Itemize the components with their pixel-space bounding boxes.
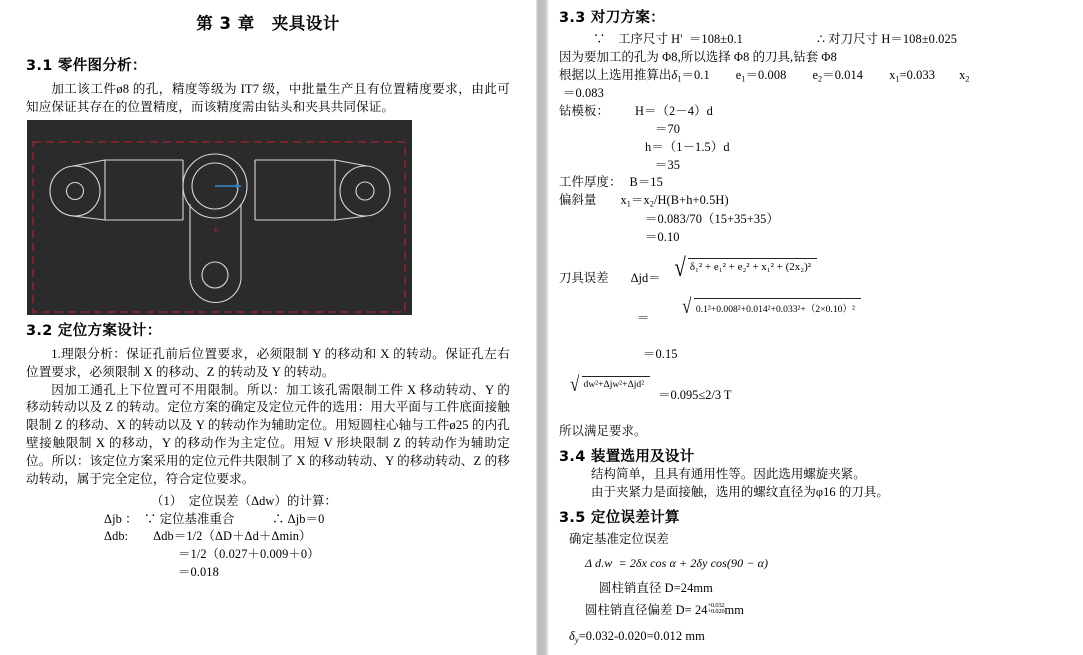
tool-error-result: ＝0.15 — [643, 347, 678, 362]
hole-diameter-line: 因为要加工的孔为 Φ8,所以选择 Φ8 的刀具,钻套 Φ8 — [559, 49, 837, 64]
section-heading-3-3: 3.3 对刀方案： — [559, 10, 665, 26]
x1-value: =0.033 — [899, 67, 936, 82]
total-error-radical — [569, 372, 650, 397]
skew-line-2: ＝0.083/70（15+35+35） — [645, 211, 779, 226]
delta-y-line — [559, 628, 1073, 646]
skew-line-3: ＝0.10 — [645, 229, 680, 244]
tool-error-equation-row — [559, 253, 1073, 286]
tool-error-label: 刀具误差 — [559, 271, 609, 286]
total-error-row — [559, 372, 1073, 403]
drill-plate-h: h＝（1－1.5）d — [645, 139, 730, 154]
x2-value-line: ＝0.083 — [563, 86, 604, 101]
radical-sign-icon-3: √ — [570, 372, 580, 397]
skew-x1-subscript: 1 — [626, 199, 631, 209]
e1-value: ＝0.008 — [745, 67, 787, 82]
sec35-subtitle: 确定基准定位误差 — [569, 531, 669, 546]
drill-plate-h-value: ＝35 — [655, 157, 681, 172]
process-dimension-line — [559, 31, 1073, 49]
paragraph-3-1-1: 加工该工件ø8 的孔，精度等级为 IT7 级，中批量生产且有位置精度要求，由此可知应保证其存在的位置精度，而该精度需由钻头和夹具共同保证。 — [26, 82, 510, 114]
locating-error-line-3: ＝1/2（0.027＋0.009＋0） — [178, 547, 320, 562]
delta1-symbol: δ — [671, 67, 678, 82]
section-heading-3-1: 3.1 零件图分析： — [26, 58, 147, 74]
pin-diameter-line: 圆柱销直径 D=24mm — [599, 580, 713, 595]
pin-deviation-line — [559, 602, 1073, 620]
page-separator — [536, 0, 549, 655]
sec34-line-1: 结构简单，且具有通用性等。因此选用螺旋夹紧。 — [591, 467, 866, 482]
e1-symbol: e — [735, 67, 742, 82]
radical-sign-icon-2: √ — [682, 294, 692, 319]
process-dimension-text: ∵ 工序尺寸 H' ＝108±0.1 — [593, 32, 743, 46]
delta1-subscript: 1 — [677, 74, 682, 84]
workpiece-thickness-label: 工件厚度： — [559, 175, 622, 190]
e2-subscript: 2 — [818, 74, 823, 84]
x2-symbol: x — [959, 67, 966, 82]
left-column-content — [0, 0, 536, 582]
page-left — [0, 0, 536, 655]
pin-deviation-unit: mm — [724, 602, 744, 617]
locating-error-title: （1） 定位误差（Δdw）的计算： — [151, 493, 337, 508]
page-title: 第 3 章 夹具设计 — [196, 14, 340, 33]
coefficients-line — [559, 67, 1073, 85]
page-right — [549, 0, 1083, 655]
workpiece-thickness-value: B＝15 — [629, 175, 663, 190]
drill-plate-H-value: ＝70 — [655, 121, 681, 136]
conclusion-line: 所以满足要求。 — [559, 424, 647, 439]
locating-error-line-2: Δdb: Δdb＝1/2（ΔD＋Δd＋Δmin） — [104, 529, 312, 544]
paragraph-3-2-1: 1.理限分析：保证孔前后位置要求，必须限制 Y 的移动和 X 的转动。保证孔左右位置要求，必须限制 X 的移动、Z 的转动及 Y 的转动。 — [26, 346, 510, 379]
sec34-line-2: 由于夹紧力是面接触，选用的螺纹直径为φ16 的刀具。 — [591, 484, 889, 499]
tool-error-radical — [673, 253, 818, 283]
coefficients-prefix: 根据以上选用推算出 — [559, 67, 672, 82]
locating-error-line-4: ＝0.018 — [178, 565, 219, 580]
tool-error-equals: ＝ — [637, 311, 650, 326]
delta-y-subscript: y — [574, 635, 579, 645]
e1-subscript: 1 — [741, 74, 746, 84]
locating-error-line-1: Δjb ： ∵ 定位基准重合 ∴ Δjb＝0 — [104, 511, 325, 526]
skew-x2-subscript: 2 — [649, 199, 654, 209]
pin-deviation-label: 圆柱销直径偏差 D= 24 — [585, 602, 708, 617]
section-heading-3-4: 3.4 装置选用及设计 — [559, 449, 695, 466]
tool-error-lhs: Δjd＝ — [630, 271, 661, 286]
skew-eq-rest: ＝x — [630, 193, 650, 208]
tool-error-evaluation-row — [559, 294, 1073, 326]
e2-value: ＝0.014 — [822, 67, 864, 82]
tool-error-radical-2 — [681, 294, 861, 319]
delta-y-symbol: δ — [569, 628, 575, 643]
total-error-radicand: dw²+Δjw²+Δjd² — [582, 376, 651, 393]
section-heading-3-2: 3.2 定位方案设计： — [26, 322, 162, 339]
skew-x1-symbol: x — [620, 193, 627, 208]
x2-subscript: 2 — [965, 74, 970, 84]
skew-amount-label: 偏斜量 — [559, 193, 597, 208]
workpiece-thickness-line — [559, 174, 1073, 192]
drill-plate-label: 钻模板： — [559, 103, 609, 118]
datum-error-formula: Δ d.w = 2δx cos α + 2δy cos(90 − α) — [585, 555, 769, 570]
total-error-result: ＝0.095≤2/3 T — [658, 388, 732, 403]
x1-subscript: 1 — [895, 74, 900, 84]
x1-symbol: x — [889, 67, 896, 82]
paragraph-3-2-2: 因加工通孔上下位置可不用限制。所以：加工该孔需限制工件 X 移动转动、Y 的移动转动以及 Z 的转动。定位方案的确定及定位元件的选用：用大平面与工件底面接触限制 Z 的移动、X 的转动以及 Y 的转动作为辅助定位。用短圆柱心轴与工件ø25 的内孔壁接触限制 X 的移动，Y 的移动作为主定位。用短 V 形块限制 Z 的转动作为辅助定位。所以：该定位方案采用的定位元件共限制了 X 的移动转动、Y 的移动转动、Z 的移动转动，属于完全定位，符合定位要求。 — [26, 382, 510, 486]
skew-eq-tail: /H(B+h+0.5H) — [653, 193, 729, 208]
e2-symbol: e — [812, 67, 819, 82]
tool-error-radicand: δ₁² + e₁² + e₂² + x₁² + (2x₂)² — [688, 258, 817, 279]
pin-deviation-lower: +0.020 — [707, 608, 725, 616]
pin-deviation-upper: +0.032 — [707, 601, 725, 609]
skew-amount-line — [559, 192, 1073, 210]
right-column-content — [549, 0, 1083, 646]
pin-deviation-tolerances — [708, 603, 725, 616]
radical-sign-icon: √ — [673, 253, 686, 283]
section-heading-3-5: 3.5 定位误差计算 — [559, 509, 680, 526]
locating-error-block — [26, 493, 510, 582]
part-drawing-figure — [27, 120, 412, 315]
tool-setting-dimension-text: ∴ 对刀尺寸 H＝108±0.025 — [816, 32, 958, 46]
part-drawing-svg — [27, 120, 412, 315]
drill-plate-H: H＝（2－4）d — [634, 103, 713, 118]
tool-error-radicand-2: 0.1²+0.008²+0.014²+0.033²+（2×0.10）² — [694, 298, 861, 315]
delta-y-value: =0.032-0.020=0.012 mm — [578, 628, 705, 643]
delta1-value: ＝0.1 — [681, 67, 710, 82]
drill-plate-line — [559, 103, 1073, 121]
